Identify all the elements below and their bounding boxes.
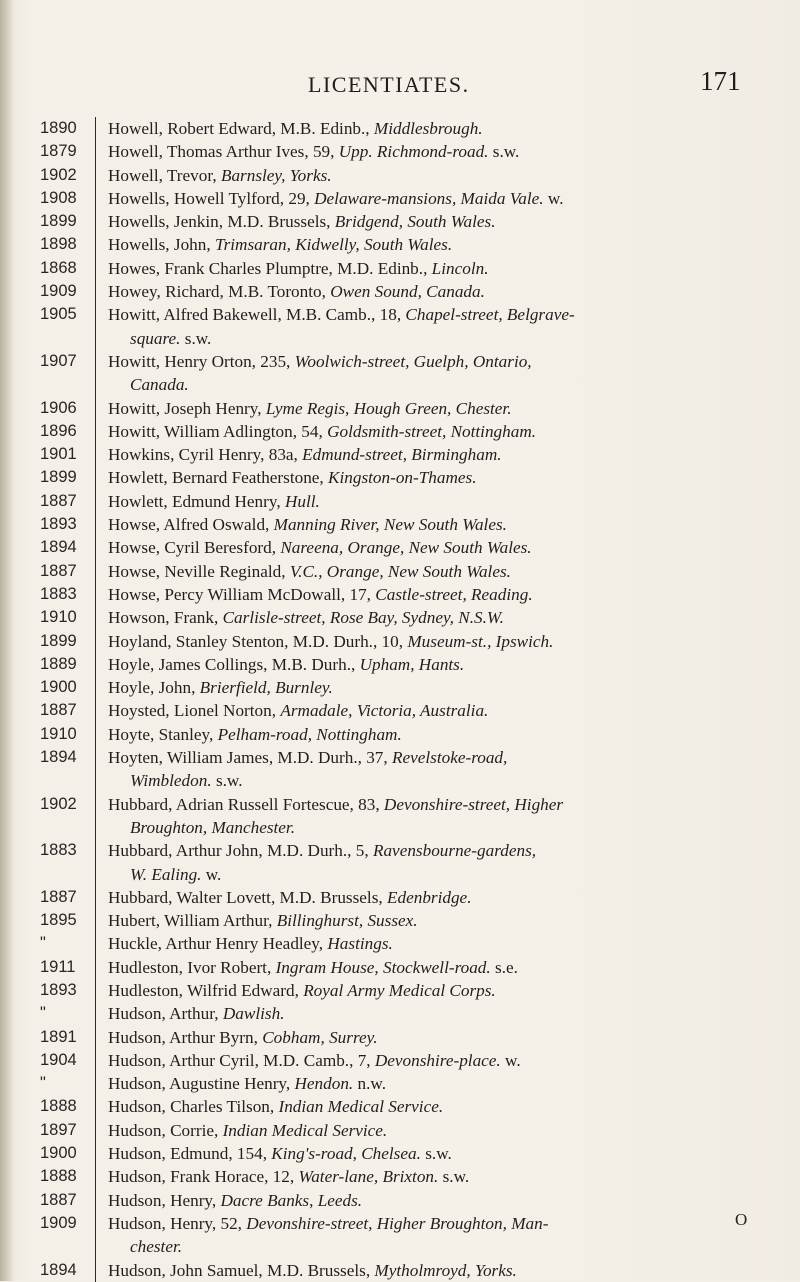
column-rule — [95, 886, 108, 909]
list-item — [0, 536, 800, 559]
list-item — [0, 164, 800, 187]
column-rule — [95, 1072, 108, 1095]
entry-text — [108, 1072, 800, 1095]
entry-year: 1899 — [40, 212, 77, 231]
entry-text — [108, 979, 800, 1002]
list-item — [0, 1212, 800, 1259]
column-rule — [95, 1212, 108, 1259]
entry-text — [108, 210, 800, 233]
entry-continuation-line: square. s.w. — [130, 328, 212, 348]
column-rule — [95, 1095, 108, 1118]
entry-text — [108, 513, 800, 536]
signature-mark: O — [735, 1210, 748, 1229]
entry-continuation-line: W. Ealing. w. — [130, 864, 222, 884]
column-rule — [95, 490, 108, 513]
column-rule — [95, 140, 108, 163]
entry-line: Hudson, Arthur Cyril, M.D. Camb., 7, Devonshire-place. w. — [108, 1050, 521, 1070]
licentiate-list — [0, 117, 800, 1282]
entry-text — [108, 932, 800, 955]
list-item — [0, 1142, 800, 1165]
entry-year: 1909 — [40, 282, 77, 301]
entry-continuation-line: Wimbledon. s.w. — [130, 771, 243, 791]
list-item — [0, 1165, 800, 1188]
entry-year: 1898 — [40, 235, 77, 254]
list-item — [0, 280, 800, 303]
entry-text — [108, 397, 800, 420]
entry-line: Howes, Frank Charles Plumptre, M.D. Edinb., Lincoln. — [108, 258, 489, 278]
entry-line: Hoyland, Stanley Stenton, M.D. Durh., 10, Museum-st., Ipswich. — [108, 631, 554, 651]
column-rule — [95, 1049, 108, 1072]
entry-year: 1883 — [40, 584, 77, 603]
column-rule — [95, 233, 108, 256]
entry-year: 1896 — [40, 421, 77, 440]
list-item — [0, 676, 800, 699]
entry-text — [108, 909, 800, 932]
running-title: LICENTIATES. — [308, 72, 470, 97]
entry-year: 1894 — [40, 748, 77, 767]
entry-text — [108, 560, 800, 583]
entry-text — [108, 1259, 800, 1282]
entry-year: 1888 — [40, 1167, 77, 1186]
list-item — [0, 490, 800, 513]
list-item — [0, 839, 800, 886]
entry-year: 1906 — [40, 398, 77, 417]
list-item — [0, 1189, 800, 1212]
entry-line: Hoyten, William James, M.D. Durh., 37, Revelstoke-road, — [108, 748, 508, 768]
list-item — [0, 443, 800, 466]
entry-year: 1887 — [40, 701, 77, 720]
entry-text — [108, 117, 800, 140]
entry-year: 1887 — [40, 1190, 77, 1209]
entry-text — [108, 583, 800, 606]
entry-line: Hoyle, James Collings, M.B. Durh., Upham, Hants. — [108, 654, 465, 674]
list-item — [0, 513, 800, 536]
entry-year: 1905 — [40, 305, 77, 324]
column-rule — [95, 606, 108, 629]
entry-line: Hudson, Arthur, Dawlish. — [108, 1004, 285, 1024]
entry-text — [108, 257, 800, 280]
column-rule — [95, 117, 108, 140]
entry-text — [108, 490, 800, 513]
entry-line: Howell, Thomas Arthur Ives, 59, Upp. Richmond-road. s.w. — [108, 142, 520, 162]
entry-text — [108, 140, 800, 163]
entry-text — [108, 1002, 800, 1025]
list-item — [0, 140, 800, 163]
list-item — [0, 979, 800, 1002]
entry-text — [108, 630, 800, 653]
entry-line: Hubbard, Arthur John, M.D. Durh., 5, Ravensbourne-gardens, — [108, 841, 537, 861]
column-rule — [95, 909, 108, 932]
entry-year: " — [40, 1004, 46, 1023]
list-item — [0, 886, 800, 909]
entry-year: 1894 — [40, 538, 77, 557]
entry-line: Hudleston, Ivor Robert, Ingram House, Stockwell-road. s.e. — [108, 957, 518, 977]
column-rule — [95, 1189, 108, 1212]
entry-line: Hoysted, Lionel Norton, Armadale, Victoria, Australia. — [108, 701, 489, 721]
list-item — [0, 909, 800, 932]
entry-line: Huckle, Arthur Henry Headley, Hastings. — [108, 934, 393, 954]
entry-year: 1890 — [40, 119, 77, 137]
entry-text — [108, 746, 800, 793]
column-rule — [95, 839, 108, 886]
entry-line: Howlett, Edmund Henry, Hull. — [108, 491, 320, 511]
column-rule — [95, 303, 108, 350]
entry-line: Howey, Richard, M.B. Toronto, Owen Sound, Canada. — [108, 282, 485, 302]
entry-year: 1883 — [40, 841, 77, 860]
entry-text — [108, 839, 800, 886]
column-rule — [95, 932, 108, 955]
entry-text — [108, 606, 800, 629]
entry-text — [108, 1165, 800, 1188]
entry-year: 1887 — [40, 887, 77, 906]
column-rule — [95, 257, 108, 280]
column-rule — [95, 1026, 108, 1049]
entry-line: Hudson, Arthur Byrn, Cobham, Surrey. — [108, 1027, 378, 1047]
entry-line: Howson, Frank, Carlisle-street, Rose Bay, Sydney, N.S.W. — [108, 608, 504, 628]
entry-text — [108, 164, 800, 187]
column-rule — [95, 350, 108, 397]
entry-line: Howitt, Alfred Bakewell, M.B. Camb., 18, Chapel-street, Belgrave- — [108, 305, 575, 325]
list-item — [0, 350, 800, 397]
list-item — [0, 560, 800, 583]
entry-year: 1910 — [40, 608, 77, 627]
entry-year: 1909 — [40, 1213, 77, 1232]
column-rule — [95, 536, 108, 559]
entry-year: 1891 — [40, 1027, 77, 1046]
entry-text — [108, 676, 800, 699]
column-rule — [95, 583, 108, 606]
entry-line: Hoyle, John, Brierfield, Burnley. — [108, 678, 333, 698]
entry-year: 1894 — [40, 1260, 77, 1279]
column-rule — [95, 187, 108, 210]
entry-text — [108, 1049, 800, 1072]
entry-text — [108, 793, 800, 840]
entry-text — [108, 536, 800, 559]
entry-text — [108, 466, 800, 489]
entry-year: " — [40, 1074, 46, 1093]
entry-year: 1879 — [40, 142, 77, 161]
list-item — [0, 117, 800, 140]
column-rule — [95, 164, 108, 187]
column-rule — [95, 1119, 108, 1142]
entry-line: Howitt, Henry Orton, 235, Woolwich-street, Guelph, Ontario, — [108, 351, 532, 371]
entry-line: Hudson, Henry, 52, Devonshire-street, Higher Broughton, Man- — [108, 1213, 549, 1233]
entry-line: Howse, Neville Reginald, V.C., Orange, New South Wales. — [108, 561, 511, 581]
column-rule — [95, 653, 108, 676]
list-item — [0, 466, 800, 489]
column-rule — [95, 280, 108, 303]
list-item — [0, 1049, 800, 1072]
entry-year: 1887 — [40, 561, 77, 580]
column-rule — [95, 630, 108, 653]
column-rule — [95, 397, 108, 420]
list-item — [0, 420, 800, 443]
entry-text — [108, 1142, 800, 1165]
entry-text — [108, 1095, 800, 1118]
column-rule — [95, 210, 108, 233]
list-item — [0, 257, 800, 280]
entry-text — [108, 653, 800, 676]
entry-line: Hubbard, Adrian Russell Fortescue, 83, Devonshire-street, Higher — [108, 794, 564, 814]
entry-continuation-line: Broughton, Manchester. — [130, 817, 296, 837]
entry-text — [108, 723, 800, 746]
column-rule — [95, 560, 108, 583]
entry-line: Howells, Jenkin, M.D. Brussels, Bridgend, South Wales. — [108, 212, 496, 232]
entry-line: Hudson, Edmund, 154, King's-road, Chelsea. s.w. — [108, 1144, 452, 1164]
entry-line: Hudson, John Samuel, M.D. Brussels, Mytholmroyd, Yorks. — [108, 1260, 517, 1280]
entry-year: 1910 — [40, 724, 77, 743]
entry-line: Hudson, Charles Tilson, Indian Medical Service. — [108, 1097, 444, 1117]
list-item — [0, 653, 800, 676]
entry-year: 1902 — [40, 165, 77, 184]
entry-year: 1911 — [40, 957, 76, 976]
list-item — [0, 1026, 800, 1049]
entry-year: 1907 — [40, 351, 77, 370]
entry-line: Hudleston, Wilfrid Edward, Royal Army Medical Corps. — [108, 980, 496, 1000]
entry-text — [108, 1189, 800, 1212]
entry-year: 1899 — [40, 468, 77, 487]
column-rule — [95, 723, 108, 746]
entry-text — [108, 420, 800, 443]
entry-year: 1904 — [40, 1050, 77, 1069]
list-item — [0, 746, 800, 793]
column-rule — [95, 1165, 108, 1188]
entry-line: Howitt, Joseph Henry, Lyme Regis, Hough Green, Chester. — [108, 398, 512, 418]
list-item — [0, 932, 800, 955]
entry-line: Howse, Cyril Beresford, Nareena, Orange, New South Wales. — [108, 538, 532, 558]
entry-year: 1897 — [40, 1120, 77, 1139]
entry-text — [108, 1026, 800, 1049]
entry-line: Hoyte, Stanley, Pelham-road, Nottingham. — [108, 724, 402, 744]
entry-line: Howse, Alfred Oswald, Manning River, New South Wales. — [108, 515, 507, 535]
column-rule — [95, 466, 108, 489]
list-item — [0, 1095, 800, 1118]
column-rule — [95, 793, 108, 840]
column-rule — [95, 513, 108, 536]
page-number: 171 — [700, 66, 741, 96]
entry-text — [108, 886, 800, 909]
entry-line: Hudson, Frank Horace, 12, Water-lane, Brixton. s.w. — [108, 1167, 470, 1187]
entry-continuation-line: chester. — [130, 1237, 183, 1257]
entry-year: 1901 — [40, 445, 77, 464]
list-item — [0, 606, 800, 629]
list-item — [0, 583, 800, 606]
list-item — [0, 1002, 800, 1025]
entry-line: Howlett, Bernard Featherstone, Kingston-on-Thames. — [108, 468, 477, 488]
list-item — [0, 187, 800, 210]
entry-text — [108, 1212, 800, 1259]
entry-line: Howells, Howell Tylford, 29, Delaware-mansions, Maida Vale. w. — [108, 188, 564, 208]
entry-line: Howkins, Cyril Henry, 83a, Edmund-street, Birmingham. — [108, 445, 502, 465]
column-rule — [95, 1142, 108, 1165]
column-rule — [95, 746, 108, 793]
column-rule — [95, 1259, 108, 1282]
entry-year: 1888 — [40, 1097, 77, 1116]
page-header — [0, 66, 800, 102]
entry-text — [108, 1119, 800, 1142]
entry-year: 1893 — [40, 980, 77, 999]
entry-year: " — [40, 934, 46, 953]
column-rule — [95, 979, 108, 1002]
entry-text — [108, 699, 800, 722]
entry-text — [108, 303, 800, 350]
list-item — [0, 303, 800, 350]
entry-line: Howells, John, Trimsaran, Kidwelly, South Wales. — [108, 235, 453, 255]
entry-year: 1900 — [40, 678, 77, 697]
entry-line: Hudson, Corrie, Indian Medical Service. — [108, 1120, 388, 1140]
list-item — [0, 397, 800, 420]
list-item — [0, 699, 800, 722]
entry-text — [108, 956, 800, 979]
entry-continuation-line: Canada. — [130, 375, 189, 395]
entry-text — [108, 233, 800, 256]
entry-text — [108, 443, 800, 466]
entry-year: 1895 — [40, 911, 77, 930]
list-item — [0, 793, 800, 840]
entry-line: Hudson, Henry, Dacre Banks, Leeds. — [108, 1190, 363, 1210]
entry-line: Hudson, Augustine Henry, Hendon. n.w. — [108, 1074, 387, 1094]
entry-year: 1900 — [40, 1144, 77, 1163]
column-rule — [95, 676, 108, 699]
entry-year: 1893 — [40, 515, 77, 534]
list-item — [0, 1119, 800, 1142]
entry-year: 1899 — [40, 631, 77, 650]
entry-text — [108, 280, 800, 303]
list-item — [0, 1259, 800, 1282]
column-rule — [95, 956, 108, 979]
list-item — [0, 723, 800, 746]
entry-year: 1908 — [40, 188, 77, 207]
entry-line: Howitt, William Adlington, 54, Goldsmith-street, Nottingham. — [108, 421, 537, 441]
entry-year: 1868 — [40, 258, 77, 277]
list-item — [0, 956, 800, 979]
list-item — [0, 1072, 800, 1095]
entry-text — [108, 350, 800, 397]
list-item — [0, 630, 800, 653]
entry-line: Howell, Trevor, Barnsley, Yorks. — [108, 165, 332, 185]
entry-line: Hubert, William Arthur, Billinghurst, Sussex. — [108, 911, 418, 931]
entry-line: Howell, Robert Edward, M.B. Edinb., Middlesbrough. — [108, 119, 483, 138]
column-rule — [95, 443, 108, 466]
entry-year: 1889 — [40, 654, 77, 673]
column-rule — [95, 1002, 108, 1025]
column-rule — [95, 699, 108, 722]
list-item — [0, 210, 800, 233]
entry-year: 1902 — [40, 794, 77, 813]
list-item — [0, 233, 800, 256]
column-rule — [95, 420, 108, 443]
entry-line: Hubbard, Walter Lovett, M.D. Brussels, Edenbridge. — [108, 887, 472, 907]
entry-text — [108, 187, 800, 210]
entry-line: Howse, Percy William McDowall, 17, Castle-street, Reading. — [108, 584, 533, 604]
entry-year: 1887 — [40, 491, 77, 510]
